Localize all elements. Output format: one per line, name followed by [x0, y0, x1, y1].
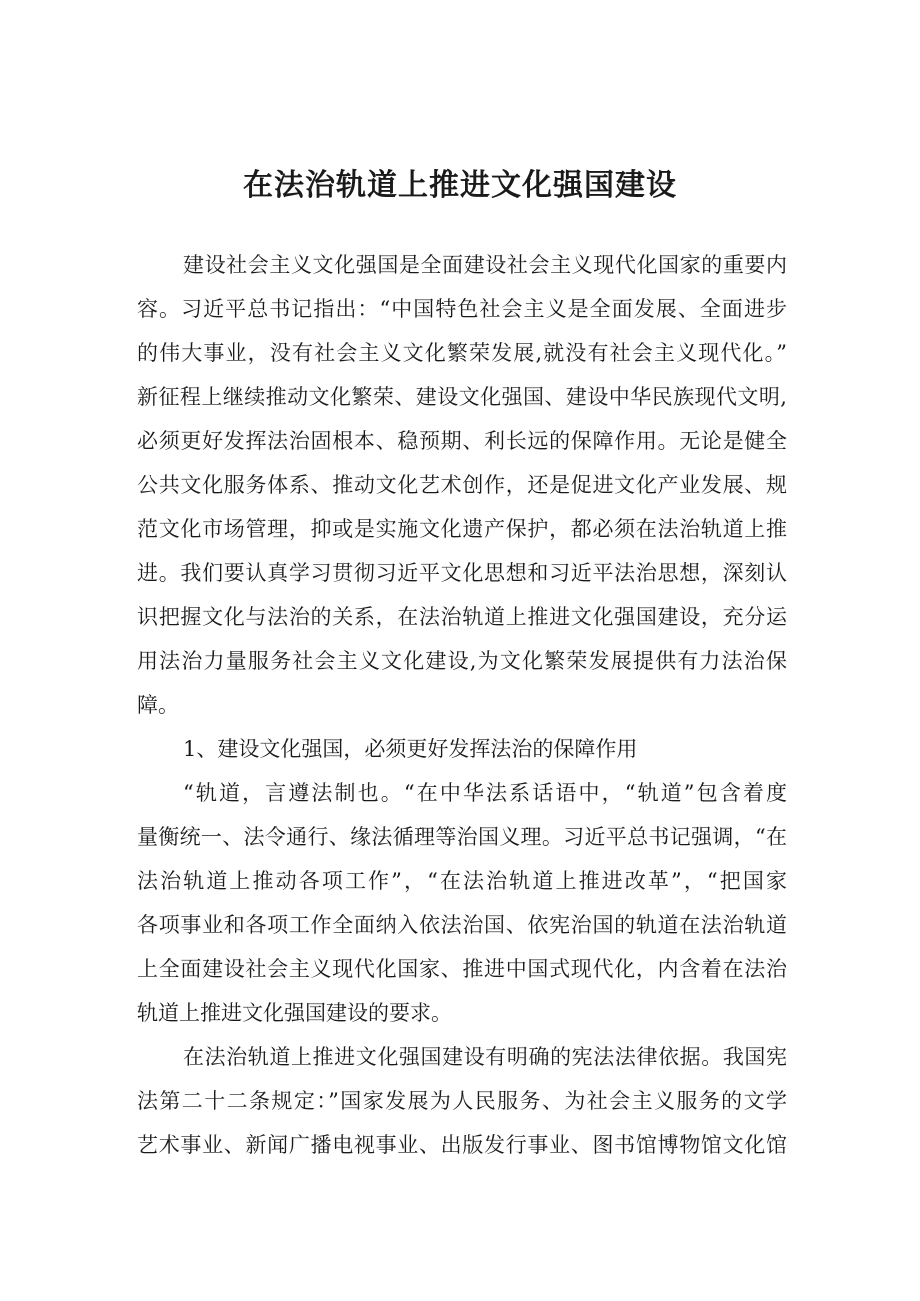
- paragraph-line: 在法治轨道上推进文化强国建设有明确的宪法法律依据。我国宪: [183, 1045, 787, 1069]
- paragraph-line: 轨道上推进文化强国建设的要求。: [137, 1001, 452, 1025]
- paragraph-line: 容。习近平总书记指出：“中国特色社会主义是全面发展、全面进步: [137, 297, 787, 321]
- paragraph-line: 范文化市场管理，抑或是实施文化遗产保护，都必须在法治轨道上推: [137, 517, 787, 541]
- section-heading: 1、建设文化强国，必须更好发挥法治的保障作用: [183, 737, 638, 761]
- paragraph-line: 识把握文化与法治的关系，在法治轨道上推进文化强国建设，充分运: [137, 605, 787, 629]
- paragraph-line: 各项事业和各项工作全面纳入依法治国、依宪治国的轨道在法治轨道: [137, 913, 787, 937]
- paragraph-line: 法治轨道上推动各项工作”，“在法治轨道上推进改革”，“把国家: [137, 869, 787, 893]
- paragraph-line: 量衡统一、法令通行、缘法循理等治国义理。习近平总书记强调，“在: [137, 825, 787, 849]
- paragraph-line: 公共文化服务体系、推动文化艺术创作，还是促进文化产业发展、规: [137, 473, 787, 497]
- paragraph-line: 进。我们要认真学习贯彻习近平文化思想和习近平法治思想，深刻认: [137, 561, 787, 585]
- paragraph-line: 法第二十二条规定：”国家发展为人民服务、为社会主义服务的文学: [137, 1089, 787, 1113]
- paragraph-line: 艺术事业、新闻广播电视事业、出版发行事业、图书馆博物馆文化馆: [137, 1133, 787, 1157]
- paragraph-line: 必须更好发挥法治固根本、稳预期、利长远的保障作用。无论是健全: [137, 429, 787, 453]
- paragraph-line: 的伟大事业，没有社会主义文化繁荣发展,就没有社会主义现代化。”: [137, 341, 787, 365]
- paragraph-line: 上全面建设社会主义现代化国家、推进中国式现代化，内含着在法治: [137, 957, 787, 981]
- paragraph-line: 用法治力量服务社会主义文化建设,为文化繁荣发展提供有力法治保: [137, 649, 787, 673]
- paragraph-line: 新征程上继续推动文化繁荣、建设文化强国、建设中华民族现代文明,: [137, 385, 787, 409]
- paragraph-line: 障。: [137, 693, 179, 717]
- document-title: 在法治轨道上推进文化强国建设: [243, 168, 677, 203]
- paragraph-line: “轨道，言遵法制也。“在中华法系话语中，“轨道”包含着度: [183, 781, 787, 805]
- paragraph-line: 建设社会主义文化强国是全面建设社会主义现代化国家的重要内: [183, 253, 787, 277]
